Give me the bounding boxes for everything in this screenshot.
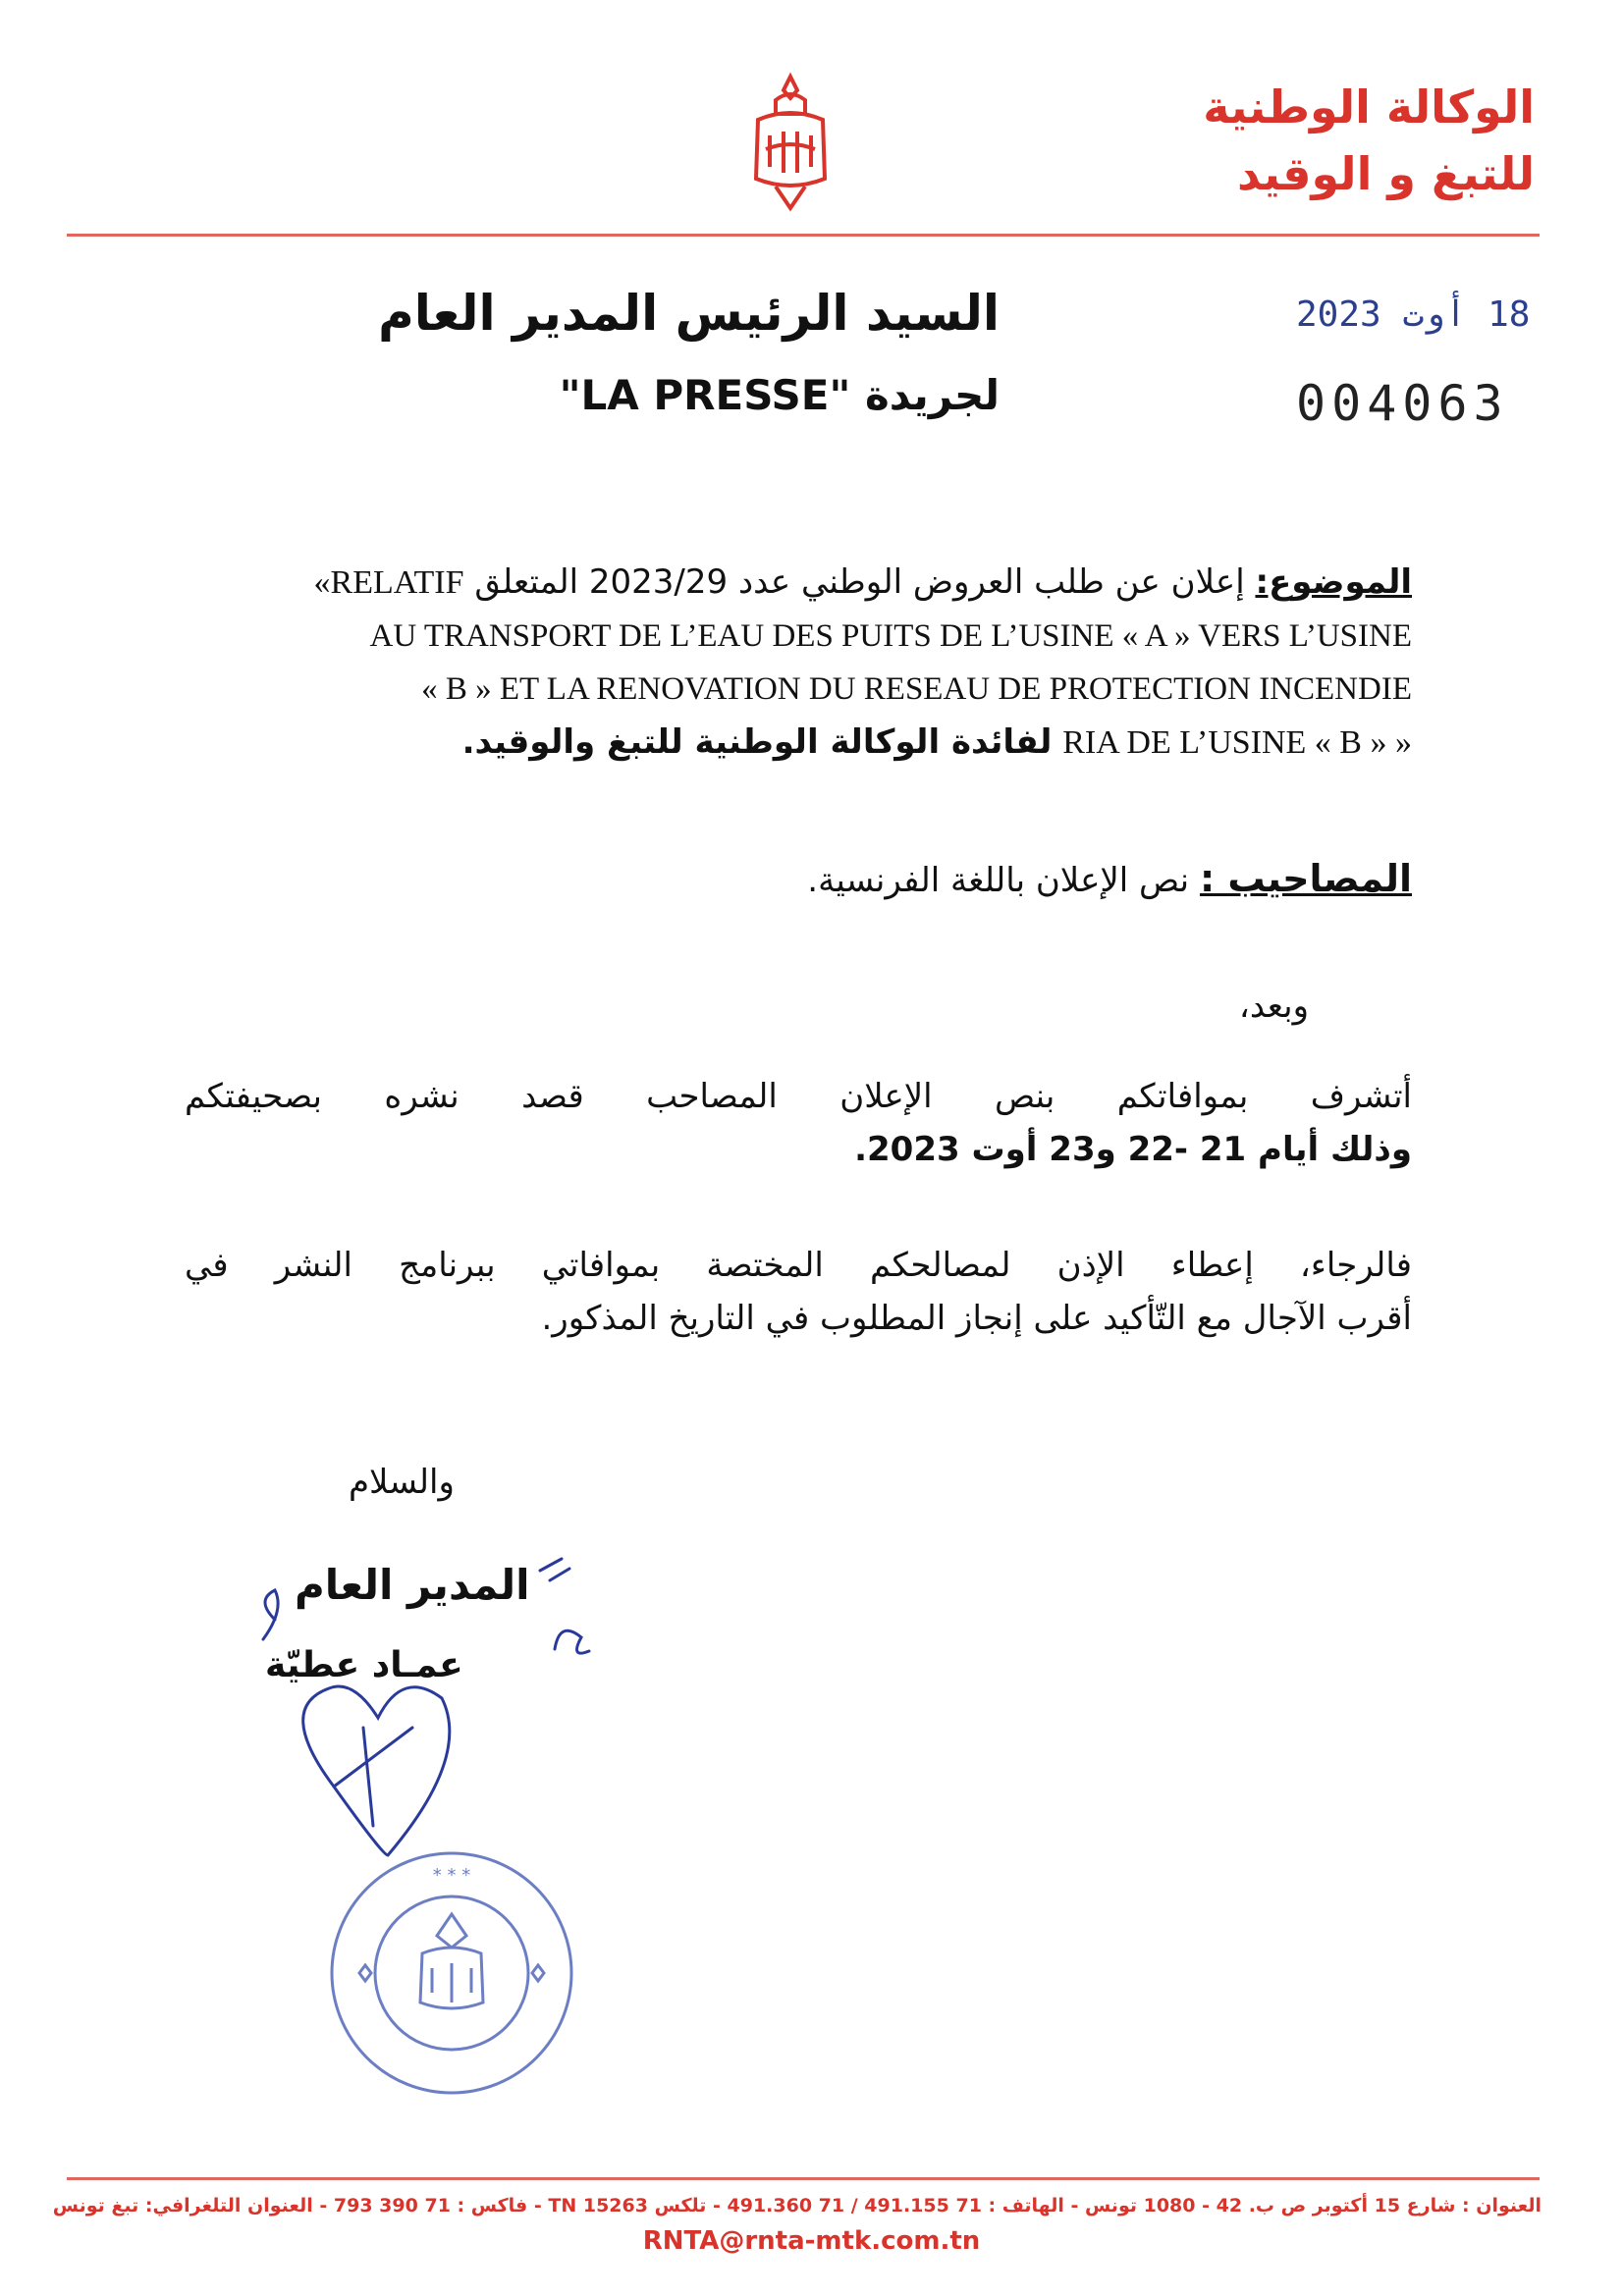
subject-line-4 bbox=[185, 716, 1412, 770]
subject-beneficiary: لفائدة الوكالة الوطنية للتبغ والوقيد. bbox=[461, 722, 1053, 762]
annex-text: نص الإعلان باللغة الفرنسية. bbox=[807, 861, 1190, 900]
subject-line-1 bbox=[185, 556, 1412, 610]
subject-label: الموضوع: bbox=[1255, 562, 1412, 602]
org-name-line2: للتبغ و الوقيد bbox=[1237, 147, 1535, 200]
subject-line-3: « B » ET LA RENOVATION DU RESEAU DE PROTECTION INCENDIE bbox=[421, 671, 1412, 707]
paragraph-1-line-1: أتشرف بموافاتكم بنص الإعلان المصاحب قصد نشره بصحيفتكم bbox=[185, 1077, 1412, 1116]
org-name-line1: الوكالة الوطنية bbox=[1203, 80, 1535, 133]
subject-block bbox=[185, 556, 1412, 770]
annex-block bbox=[185, 852, 1412, 907]
signatory-title: المدير العام bbox=[295, 1561, 530, 1609]
reference-number: 004063 bbox=[1296, 375, 1509, 432]
addressee-newspaper: لجريدة "LA PRESSE" bbox=[559, 371, 1000, 419]
footer-address: العنوان : شارع 15 أكتوبر ص ب. 42 - 1080 تونس - الهاتف : 71 491.155 / 71 491.360 - تلكس 15263 TN - فاكس : 71 390 793 - العنوان التلغرافي: تبغ تونس bbox=[52, 2195, 1542, 2216]
body-paragraph-1 bbox=[185, 1070, 1412, 1176]
official-seal bbox=[324, 1845, 579, 2101]
paragraph-2-line-1: فالرجاء، إعطاء الإذن لمصالحكم المختصة بموافاتي ببرنامج النشر في bbox=[185, 1246, 1412, 1285]
closing-salutation: والسلام bbox=[349, 1463, 455, 1502]
addressee-title: السيد الرئيس المدير العام bbox=[378, 285, 1000, 342]
paragraph-2-line-2: أقرب الآجال مع التّأكيد على إنجاز المطلوب في التاريخ المذكور. bbox=[541, 1299, 1412, 1338]
paragraph-1-line-2: وذلك أيام 21 -22 و23 أوت 2023. bbox=[854, 1130, 1412, 1169]
greeting: وبعد، bbox=[1238, 987, 1309, 1026]
stamp-date: 18 أوت 2023 bbox=[1296, 294, 1531, 335]
svg-text:* * *: * * * bbox=[432, 1865, 471, 1886]
body-paragraph-2 bbox=[185, 1239, 1412, 1345]
annex-label: المصاحيب : bbox=[1199, 857, 1412, 900]
signatory-name: عمـاد عطيّة bbox=[265, 1645, 463, 1685]
header-divider bbox=[67, 234, 1540, 237]
subject-line-2: AU TRANSPORT DE L’EAU DES PUITS DE L’USINE « A » VERS L’USINE bbox=[369, 618, 1412, 654]
agency-logo bbox=[736, 71, 844, 218]
footer-email: RNTA@rnta-mtk.com.tn bbox=[642, 2226, 981, 2256]
subject-text-fr-end: RIA DE L’USINE « B » » bbox=[1062, 724, 1412, 761]
subject-text-fr-start: «RELATIF bbox=[313, 564, 464, 601]
subject-text-ar: إعلان عن طلب العروض الوطني عدد 2023/29 المتعلق bbox=[474, 562, 1245, 602]
footer-divider bbox=[67, 2177, 1540, 2180]
